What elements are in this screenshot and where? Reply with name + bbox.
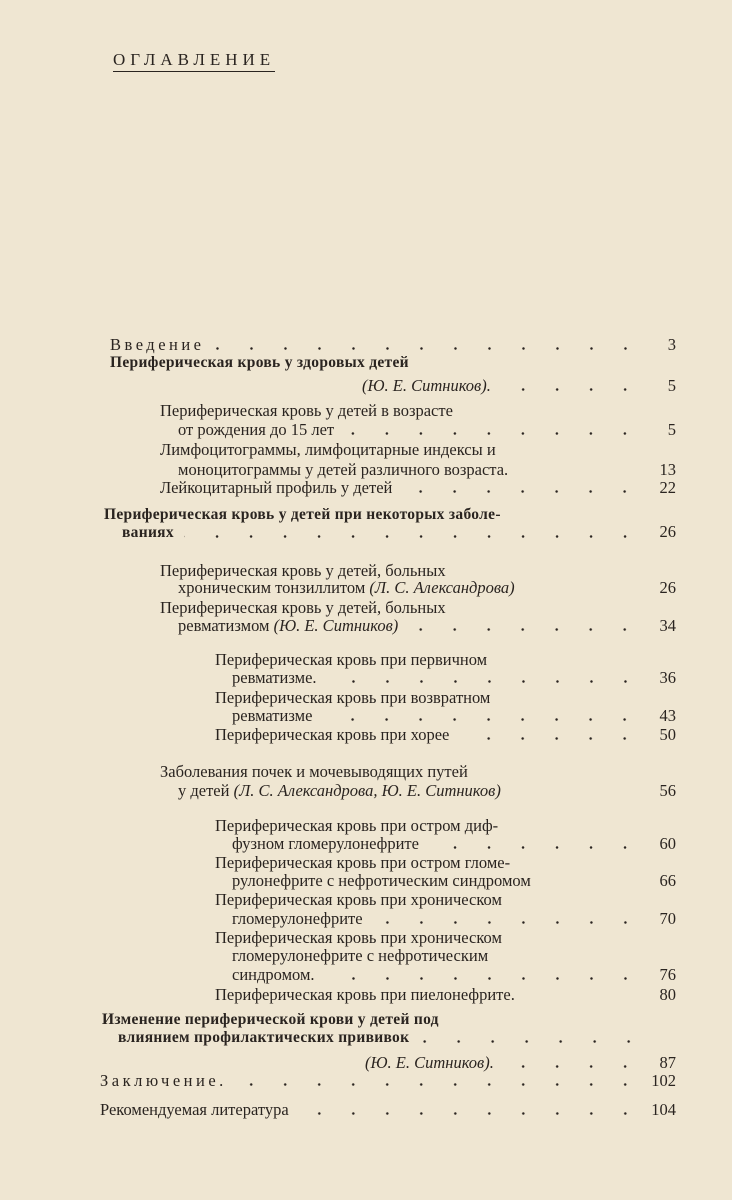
- entry-label: ревматизме: [232, 706, 313, 725]
- entry-label: влиянием профилактических прививок: [118, 1029, 410, 1046]
- dot-leader: [215, 347, 642, 350]
- toc-entry-primary-cont: [232, 669, 676, 687]
- page-number: 43: [659, 706, 676, 725]
- page-title: ОГЛАВЛЕНИЕ: [113, 50, 275, 72]
- dot-leader: [419, 1040, 646, 1043]
- entry-label: от рождения до 15 лет: [178, 420, 335, 439]
- entry-label: гломерулонефрите с нефротическим: [232, 946, 489, 965]
- entry-label: Периферическая кровь при остром гломе-: [215, 853, 511, 872]
- toc-entry-chronic-nephrotic-cont2: [232, 966, 676, 984]
- page-number: 22: [659, 478, 676, 497]
- page-number: 66: [659, 871, 676, 890]
- entry-label: Заболевания почек и мочевыводящих путей: [160, 762, 468, 781]
- dot-leader: [429, 846, 642, 849]
- toc-entry-age-cont: [178, 421, 676, 439]
- entry-author: (Ю. Е. Ситников).: [362, 376, 491, 395]
- entry-label: Периферическая кровь при хроническом: [215, 890, 502, 909]
- entry-label: Периферическая кровь при хорее: [215, 725, 450, 744]
- dot-leader: [402, 490, 642, 493]
- toc-entry-conclusion[interactable]: [100, 1072, 676, 1090]
- toc-entry-healthy-author: [362, 377, 676, 395]
- toc-entry-vaccination[interactable]: [102, 1011, 676, 1029]
- page-number: 50: [659, 725, 676, 744]
- dot-leader: [501, 388, 642, 391]
- toc-entry-chronic-nephrotic[interactable]: [215, 929, 676, 947]
- toc-entry-kidney-cont: [178, 782, 676, 800]
- toc-entry-acute-nephrotic-cont: [232, 872, 676, 890]
- entry-author: (Л. С. Александрова, Ю. Е. Ситников): [233, 781, 501, 800]
- entry-label: Изменение периферической крови у детей под: [102, 1011, 439, 1028]
- toc-entry-intro[interactable]: [110, 336, 676, 354]
- toc-entry-disease[interactable]: [104, 506, 676, 524]
- entry-label: Периферическая кровь у детей в возрасте: [160, 401, 453, 420]
- toc-entry-disease-cont: [122, 523, 676, 542]
- dot-leader: [504, 1065, 642, 1068]
- dot-leader: [541, 883, 642, 886]
- page-number: 76: [659, 965, 676, 984]
- entry-label: Лейкоцитарный профиль у детей: [160, 478, 393, 497]
- entry-label: Лимфоцитограммы, лимфоцитарные индексы и: [160, 440, 496, 459]
- entry-label: ваниях: [122, 524, 174, 541]
- entry-label: Периферическая кровь у детей, больных: [160, 561, 446, 580]
- toc-entry-tonsil-cont: [178, 579, 676, 597]
- entry-label: Периферическая кровь при возвратном: [215, 688, 491, 707]
- toc-entry-primary[interactable]: [215, 651, 676, 669]
- page-number: 26: [659, 578, 676, 597]
- page-number: 102: [651, 1071, 676, 1090]
- toc-entry-return[interactable]: [215, 689, 676, 707]
- toc-entry-rheum-cont: [178, 617, 676, 635]
- entry-author: (Ю. Е. Ситников).: [365, 1053, 494, 1072]
- page-number: 70: [659, 909, 676, 928]
- toc-entry-vaccination-author: [365, 1054, 676, 1072]
- page-number: 5: [667, 420, 676, 439]
- entry-label: моноцитограммы у детей различного возраста.: [178, 460, 509, 479]
- entry-label: Периферическая кровь при первичном: [215, 650, 488, 669]
- entry-label: ревматизмом: [178, 616, 270, 635]
- page-number: 34: [659, 616, 676, 635]
- entry-label: Периферическая кровь при остром диф-: [215, 816, 499, 835]
- entry-label: Периферическая кровь у здоровых детей: [110, 354, 409, 371]
- page-number: 56: [659, 781, 676, 800]
- toc-entry-chronic-nephrotic-cont: [232, 947, 676, 965]
- toc-entry-age[interactable]: [160, 402, 676, 420]
- page-number: 5: [667, 376, 676, 395]
- page-number: 60: [659, 834, 676, 853]
- entry-label: фузном гломерулонефрите: [232, 834, 419, 853]
- entry-label: синдромом.: [232, 965, 315, 984]
- dot-leader: [325, 977, 642, 980]
- toc-entry-lymph-cont: [178, 461, 676, 479]
- dot-leader: [525, 997, 642, 1000]
- entry-label: ревматизме.: [232, 668, 317, 687]
- dot-leader: [408, 628, 642, 631]
- page-number: 36: [659, 668, 676, 687]
- dot-leader: [459, 737, 642, 740]
- dot-leader: [511, 793, 642, 796]
- entry-label: гломерулонефрите: [232, 909, 363, 928]
- entry-label: Периферическая кровь при хроническом: [215, 928, 502, 947]
- dot-leader: [237, 1083, 642, 1086]
- toc-entry-leuko[interactable]: [160, 479, 676, 497]
- entry-label: Заключение.: [100, 1071, 227, 1090]
- toc-entry-lymph[interactable]: [160, 441, 676, 459]
- entry-label: Периферическая кровь у детей при некоторых заболе-: [104, 506, 501, 523]
- page-number: 104: [651, 1100, 676, 1119]
- dot-leader: [327, 680, 642, 683]
- toc-entry-literature[interactable]: [100, 1101, 676, 1119]
- dot-leader: [373, 921, 642, 924]
- toc-entry-vaccination-cont: [118, 1029, 654, 1047]
- dot-leader: [525, 590, 642, 593]
- entry-label: рулонефрите с нефротическим синдромом: [232, 871, 531, 890]
- entry-label: Введение: [110, 335, 205, 354]
- toc-entry-kidney[interactable]: [160, 763, 676, 781]
- page-number: 13: [659, 460, 676, 479]
- toc-entry-rheum[interactable]: [160, 599, 676, 617]
- toc-entry-return-cont: [232, 707, 676, 725]
- dot-leader: [184, 535, 642, 538]
- dot-leader: [518, 472, 642, 475]
- dot-leader: [344, 432, 642, 435]
- toc-entry-healthy[interactable]: [110, 354, 676, 372]
- page-number: 3: [667, 335, 676, 354]
- dot-leader: [299, 1112, 642, 1115]
- entry-label: Периферическая кровь при пиелонефрите.: [215, 985, 515, 1004]
- toc-entry-acute[interactable]: [215, 817, 676, 835]
- page-number: 87: [659, 1053, 676, 1072]
- toc-entry-pyelo[interactable]: [215, 986, 676, 1004]
- toc-entry-acute-nephrotic[interactable]: [215, 854, 676, 872]
- toc-entry-chorea[interactable]: [215, 726, 676, 744]
- page-number: 80: [659, 985, 676, 1004]
- entry-label: хроническим тонзиллитом: [178, 578, 366, 597]
- page-number: 26: [659, 522, 676, 541]
- dot-leader: [322, 718, 642, 721]
- entry-author: (Ю. Е. Ситников): [273, 616, 399, 635]
- entry-label: у детей: [178, 781, 230, 800]
- toc-entry-chronic-cont: [232, 910, 676, 928]
- toc-entry-acute-cont: [232, 835, 676, 853]
- toc-entry-chronic[interactable]: [215, 891, 676, 909]
- entry-label: Рекомендуемая литература: [100, 1100, 289, 1119]
- entry-author: (Л. С. Александрова): [369, 578, 515, 597]
- entry-label: Периферическая кровь у детей, больных: [160, 598, 446, 617]
